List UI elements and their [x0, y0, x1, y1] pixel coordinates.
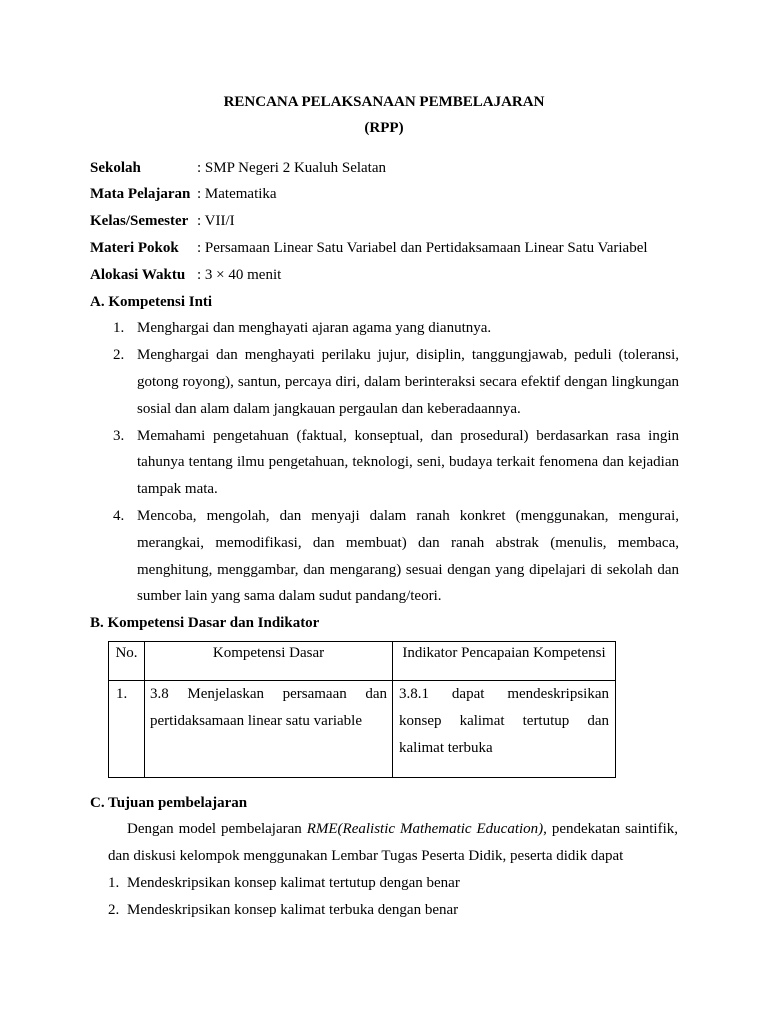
list-item-text: Memahami pengetahuan (faktual, konseptual, dan prosedural) berdasarkan rasa ingin tahunya tentang ilmu pengetahuan, teknologi, seni, budaya terkait fenomena dan kejadian tampak mata. — [137, 427, 679, 498]
identity-row-mata-pelajaran — [90, 181, 690, 208]
cell-kompetensi-dasar: 3.8 Menjelaskan persamaan dan pertidaksamaan linear satu variable — [145, 681, 393, 778]
cell-indikator: 3.8.1 dapat mendeskripsikan konsep kalimat tertutup dan kalimat terbuka — [393, 681, 616, 778]
document-title: RENCANA PELAKSANAAN PEMBELAJARAN — [223, 93, 545, 110]
identity-value: : SMP Negeri 2 Kualuh Selatan — [197, 159, 387, 176]
identity-row-kelas-semester — [90, 208, 690, 235]
list-item-number: 2. — [113, 347, 125, 364]
list-item — [90, 897, 690, 924]
list-item-number: 3. — [113, 427, 125, 444]
list-item-number: 1. — [108, 874, 120, 891]
identity-value: : Persamaan Linear Satu Variabel dan Pertidaksamaan Linear Satu Variabel — [197, 239, 648, 256]
identity-row-sekolah — [90, 155, 690, 182]
list-item-text: Mendeskripsikan konsep kalimat tertutup dengan benar — [127, 874, 460, 891]
list-item-text: Menghargai dan menghayati perilaku jujur, disiplin, tanggungjawab, peduli (toleransi, gotong royong), santun, percaya diri, dalam berinteraksi secara efektif dengan lingkungan sosial dan alam dalam jangkauan pergaulan dan keberadaannya. — [137, 347, 679, 417]
table-row — [109, 681, 616, 778]
section-a-heading: A. Kompetensi Inti — [90, 293, 213, 310]
identity-label: Sekolah — [90, 159, 141, 176]
list-item — [90, 423, 679, 503]
list-item — [90, 315, 679, 342]
column-header-no: No. — [109, 642, 145, 681]
list-item-text: Mencoba, mengolah, dan menyaji dalam ranah konkret (menggunakan, mengurai, merangkai, memodifikasi, dan membuat) dan ranah abstrak (menulis, membaca, menghitung, menggambar, dan mengarang) sesuai dengan yang dipelajari di sekolah dan sumber lain yang sama dalam sudut pandang/teori. — [137, 507, 679, 605]
document-title-block — [0, 89, 768, 143]
identity-row-alokasi-waktu — [90, 262, 690, 289]
section-b-heading: B. Kompetensi Dasar dan Indikator — [90, 615, 320, 632]
identity-label: Kelas/Semester — [90, 213, 189, 230]
list-item-text: Mendeskripsikan konsep kalimat terbuka dengan benar — [127, 901, 459, 918]
intro-emphasis: RME(Realistic Mathematic Education) — [306, 821, 544, 838]
list-item-number: 1. — [113, 320, 125, 337]
section-c — [90, 790, 690, 924]
list-item-number: 2. — [108, 901, 120, 918]
identity-label: Mata Pelajaran — [90, 186, 191, 203]
tujuan-intro-paragraph — [108, 816, 678, 870]
kompetensi-dasar-table — [108, 641, 616, 778]
list-item-number: 4. — [113, 507, 125, 524]
table-header-row — [109, 642, 616, 681]
intro-text: Dengan model pembelajaran — [127, 821, 307, 838]
intro-text-continued: , pendekatan saintifik, dan diskusi kelompok menggunakan Lembar Tugas Peserta Didik, peserta didik dapat — [108, 821, 678, 865]
document-body — [90, 155, 690, 637]
list-item — [90, 342, 679, 422]
identity-value: : 3 × 40 menit — [197, 266, 282, 283]
list-item-text: Menghargai dan menghayati ajaran agama yang dianutnya. — [137, 320, 492, 337]
list-item — [90, 503, 679, 610]
column-header-kompetensi-dasar: Kompetensi Dasar — [145, 642, 393, 681]
identity-label: Alokasi Waktu — [90, 266, 186, 283]
identity-value: : VII/I — [197, 213, 235, 230]
cell-no: 1. — [109, 681, 145, 778]
column-header-indikator: Indikator Pencapaian Kompetensi — [393, 642, 616, 681]
document-subtitle: (RPP) — [364, 120, 404, 137]
list-item — [90, 870, 690, 897]
identity-row-materi-pokok — [90, 235, 690, 262]
identity-label: Materi Pokok — [90, 239, 179, 256]
identity-value: : Matematika — [197, 186, 277, 203]
section-c-heading: C. Tujuan pembelajaran — [90, 794, 248, 811]
